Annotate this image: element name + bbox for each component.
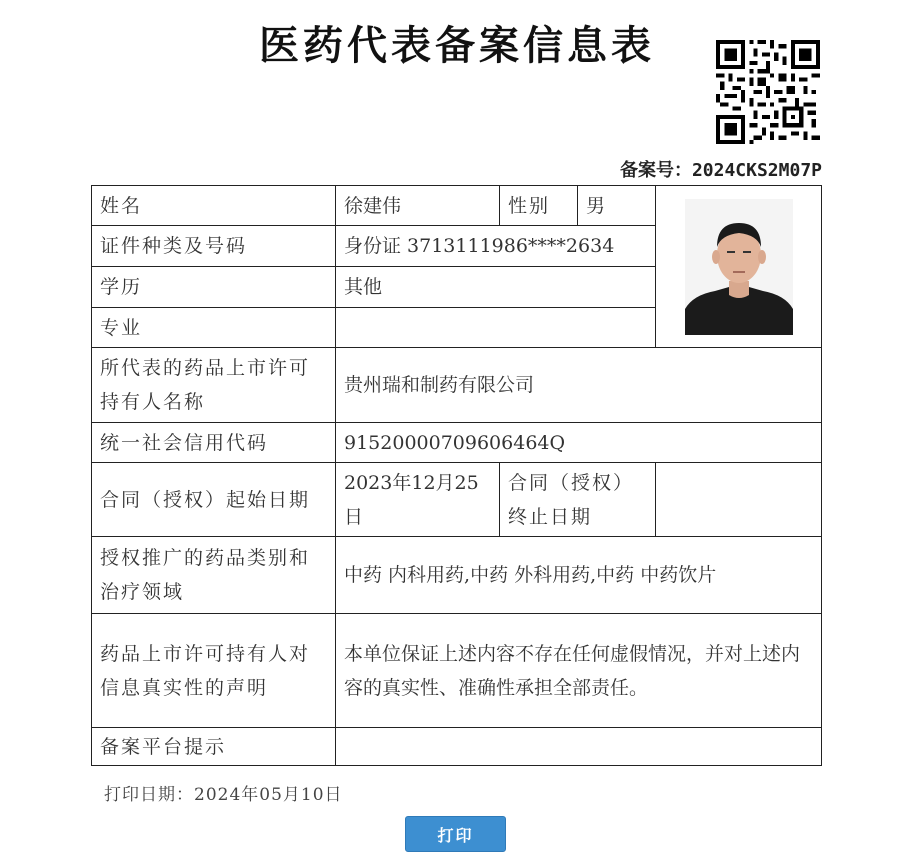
- credit-code-label: 统一社会信用代码: [92, 423, 336, 463]
- major-label: 专业: [92, 308, 336, 348]
- record-number: [620, 156, 822, 182]
- print-date: 打印日期：2024年05月10日: [104, 785, 343, 805]
- contract-start-label: 合同（授权）起始日期: [92, 463, 336, 537]
- record-number-label: 备案号：: [619, 160, 692, 181]
- major-value: [336, 308, 656, 348]
- education-label: 学历: [92, 267, 336, 308]
- education-value: 其他: [336, 267, 656, 308]
- mah-label: 所代表的药品上市许可持有人名称: [92, 348, 336, 423]
- name-label: 姓名: [92, 186, 336, 226]
- notice-value: [336, 728, 822, 766]
- credit-code-value: 91520000709606464Q: [336, 423, 822, 463]
- page-title: 医药代表备案信息表: [259, 23, 655, 69]
- id-value: 身份证 3713111986****2634: [336, 226, 656, 267]
- qr-code-icon: [716, 40, 820, 144]
- contract-end-label: 合同（授权）终止日期: [500, 463, 656, 537]
- contract-end-value: [656, 463, 822, 537]
- gender-value: 男: [578, 186, 656, 226]
- photo-cell: [656, 186, 822, 348]
- scope-value: 中药 内科用药,中药 外科用药,中药 中药饮片: [336, 537, 822, 614]
- name-value: 徐建伟: [336, 186, 500, 226]
- portrait-photo: [685, 199, 793, 335]
- id-label: 证件种类及号码: [92, 226, 336, 267]
- scope-label: 授权推广的药品类别和治疗领域: [92, 537, 336, 614]
- record-number-value: 2024CKS2M07P: [691, 160, 822, 181]
- contract-start-value: 2023年12月25日: [336, 463, 500, 537]
- declaration-value: 本单位保证上述内容不存在任何虚假情况，并对上述内容的真实性、准确性承担全部责任。: [336, 614, 822, 728]
- gender-label: 性别: [500, 186, 578, 226]
- notice-label: 备案平台提示: [92, 728, 336, 766]
- mah-value: 贵州瑞和制药有限公司: [336, 348, 822, 423]
- print-button[interactable]: 打印: [405, 816, 506, 852]
- declaration-label: 药品上市许可持有人对信息真实性的声明: [92, 614, 336, 728]
- info-table: [91, 185, 822, 766]
